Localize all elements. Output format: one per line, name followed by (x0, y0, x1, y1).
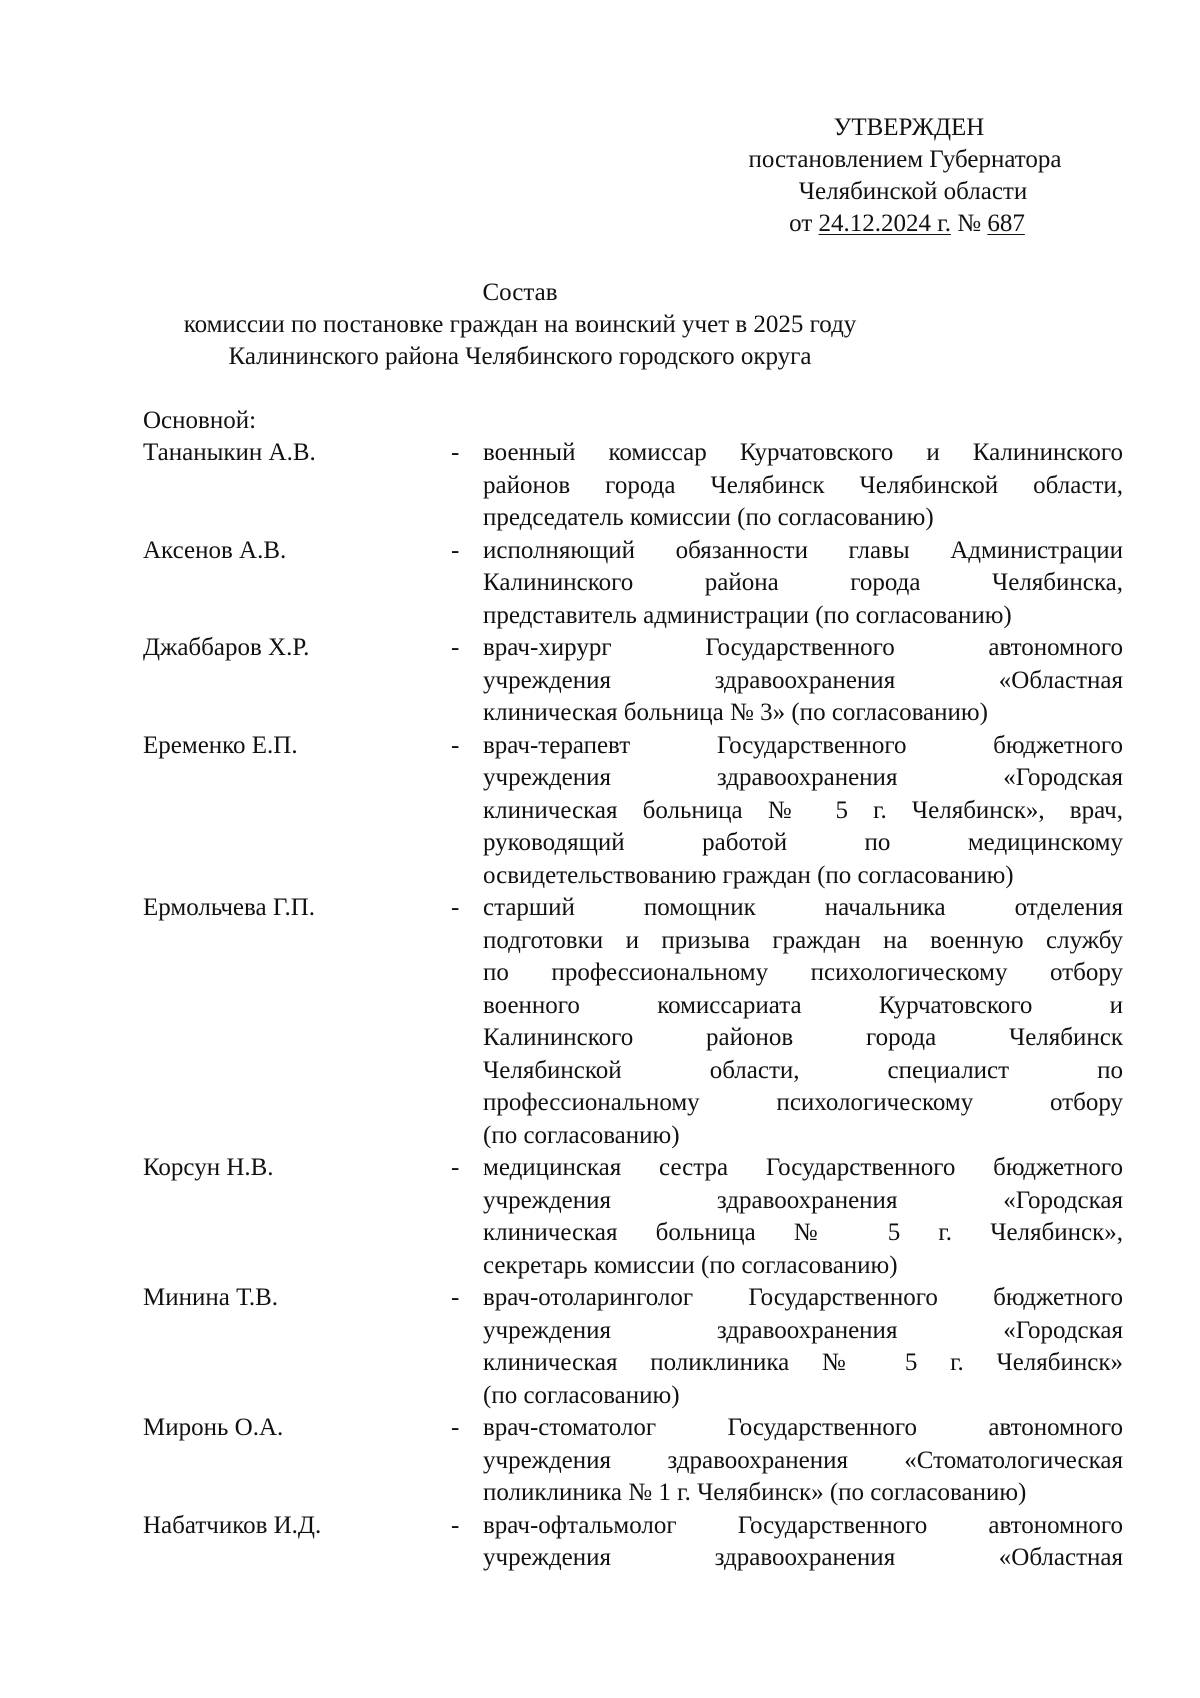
member-description-line: врач-офтальмолог Государственного автономного (483, 1511, 1123, 1539)
member-description (483, 1510, 1123, 1575)
member-description-line: клиническая больница № 5 г. Челябинск», (483, 1219, 1123, 1246)
member-description-line: клиническая больница № 3» (по согласованию) (483, 699, 988, 726)
member-description-line: врач-хирург Государственного автономного (483, 634, 1123, 661)
member-dash: - (451, 894, 460, 921)
member-description-line: представитель администрации (по согласованию) (483, 601, 1012, 629)
member-description-line: клиническая больница № 5 г. Челябинск», врач, (483, 796, 1123, 824)
member-description-line: учреждения здравоохранения «Областная (483, 666, 1123, 694)
member-entry (143, 730, 1123, 893)
approval-line-decree: постановлением Губернатора (748, 146, 1062, 173)
member-description-line: (по согласованию) (483, 1121, 680, 1149)
member-description (483, 1152, 1123, 1282)
member-description-line: учреждения здравоохранения «Городская (483, 1186, 1123, 1214)
member-description-line: старший помощник начальника отделения (483, 894, 1123, 921)
member-description-line: врач-терапевт Государственного бюджетного (483, 731, 1123, 759)
member-description-line: военного комиссариата Курчатовского и (483, 991, 1123, 1019)
member-dash: - (451, 1284, 460, 1311)
member-description (483, 632, 1123, 730)
member-dash: - (451, 1414, 460, 1441)
member-dash: - (451, 731, 460, 759)
approval-stamp (700, 112, 1120, 240)
member-description-line: (по согласованию) (483, 1381, 680, 1409)
member-name: Корсун Н.В. (143, 1154, 274, 1181)
member-entry (143, 535, 1123, 633)
member-description-line: председатель комиссии (по согласованию) (483, 504, 934, 531)
member-description-line: профессиональному психологическому отбору (483, 1089, 1123, 1116)
member-entry (143, 1152, 1123, 1282)
member-description-line: учреждения здравоохранения «Областная (483, 1544, 1123, 1571)
member-dash: - (451, 536, 460, 564)
member-name: Еременко Е.П. (143, 731, 298, 759)
member-dash: - (451, 1511, 460, 1539)
member-entry (143, 1282, 1123, 1412)
member-dash: - (451, 634, 460, 661)
member-description-line: учреждения здравоохранения «Городская (483, 1316, 1123, 1344)
title-line-3: Калининского района Челябинского городского округа (228, 343, 812, 370)
approval-date-line (697, 208, 1117, 240)
member-entry (143, 892, 1123, 1152)
title-line-1: Состав (482, 279, 558, 306)
approval-date-prefix: от (789, 210, 819, 237)
member-description (483, 1282, 1123, 1412)
section-label: Основной: (143, 407, 257, 434)
member-description-line: медицинская сестра Государственного бюджетного (483, 1154, 1123, 1181)
approval-line-region: Челябинской области (798, 178, 1028, 205)
member-description-line: руководящий работой по медицинскому (483, 829, 1123, 856)
title-line-2: комиссии по постановке граждан на воинский учет в 2025 году (183, 311, 857, 338)
member-description-line: учреждения здравоохранения «Стоматологическая (483, 1446, 1123, 1474)
member-entry (143, 437, 1123, 535)
member-dash: - (451, 439, 460, 466)
member-description-line: Челябинской области, специалист по (483, 1056, 1123, 1084)
member-description-line: Калининского района города Челябинска, (483, 569, 1123, 596)
member-description-line: секретарь комиссии (по согласованию) (483, 1251, 898, 1279)
member-description-line: военный комиссар Курчатовского и Калининского (483, 439, 1123, 466)
approval-date: 24.12.2024 г. (818, 210, 951, 237)
member-description-line: Калининского районов города Челябинск (483, 1024, 1123, 1051)
member-description (483, 437, 1123, 535)
member-name: Тананыкин А.В. (143, 439, 316, 466)
member-description-line: районов города Челябинск Челябинской области, (483, 471, 1123, 499)
member-description-line: клиническая поликлиника № 5 г. Челябинск» (483, 1349, 1123, 1376)
member-name: Ермольчева Г.П. (143, 894, 316, 921)
member-description (483, 892, 1123, 1152)
member-description-line: освидетельствованию граждан (по согласованию) (483, 861, 1014, 889)
member-entry (143, 1510, 1123, 1575)
member-description-line: врач-стоматолог Государственного автономного (483, 1414, 1123, 1441)
approval-heading: УТВЕРЖДЕН (833, 114, 985, 141)
member-name: Джаббаров Х.Р. (143, 634, 310, 661)
member-description-line: подготовки и призыва граждан на военную службу (483, 926, 1123, 954)
member-entry (143, 632, 1123, 730)
member-description-line: учреждения здравоохранения «Городская (483, 764, 1123, 791)
member-entry (143, 1412, 1123, 1510)
member-description-line: врач-отоларинголог Государственного бюджетного (483, 1284, 1123, 1311)
approval-number-prefix: № (950, 210, 988, 237)
member-name: Набатчиков И.Д. (143, 1511, 322, 1539)
member-description (483, 730, 1123, 893)
member-description (483, 535, 1123, 633)
member-dash: - (451, 1154, 460, 1181)
document-title (120, 277, 920, 373)
member-description (483, 1412, 1123, 1510)
member-description-line: поликлиника № 1 г. Челябинск» (по согласованию) (483, 1479, 1027, 1506)
member-description-line: исполняющий обязанности главы Администрации (483, 536, 1123, 564)
members-list (143, 437, 1123, 1575)
member-name: Аксенов А.В. (143, 536, 287, 564)
member-name: Миронь О.А. (143, 1414, 284, 1441)
approval-number: 687 (987, 210, 1025, 237)
member-name: Минина Т.В. (143, 1284, 279, 1311)
member-description-line: по профессиональному психологическому отбору (483, 959, 1123, 986)
